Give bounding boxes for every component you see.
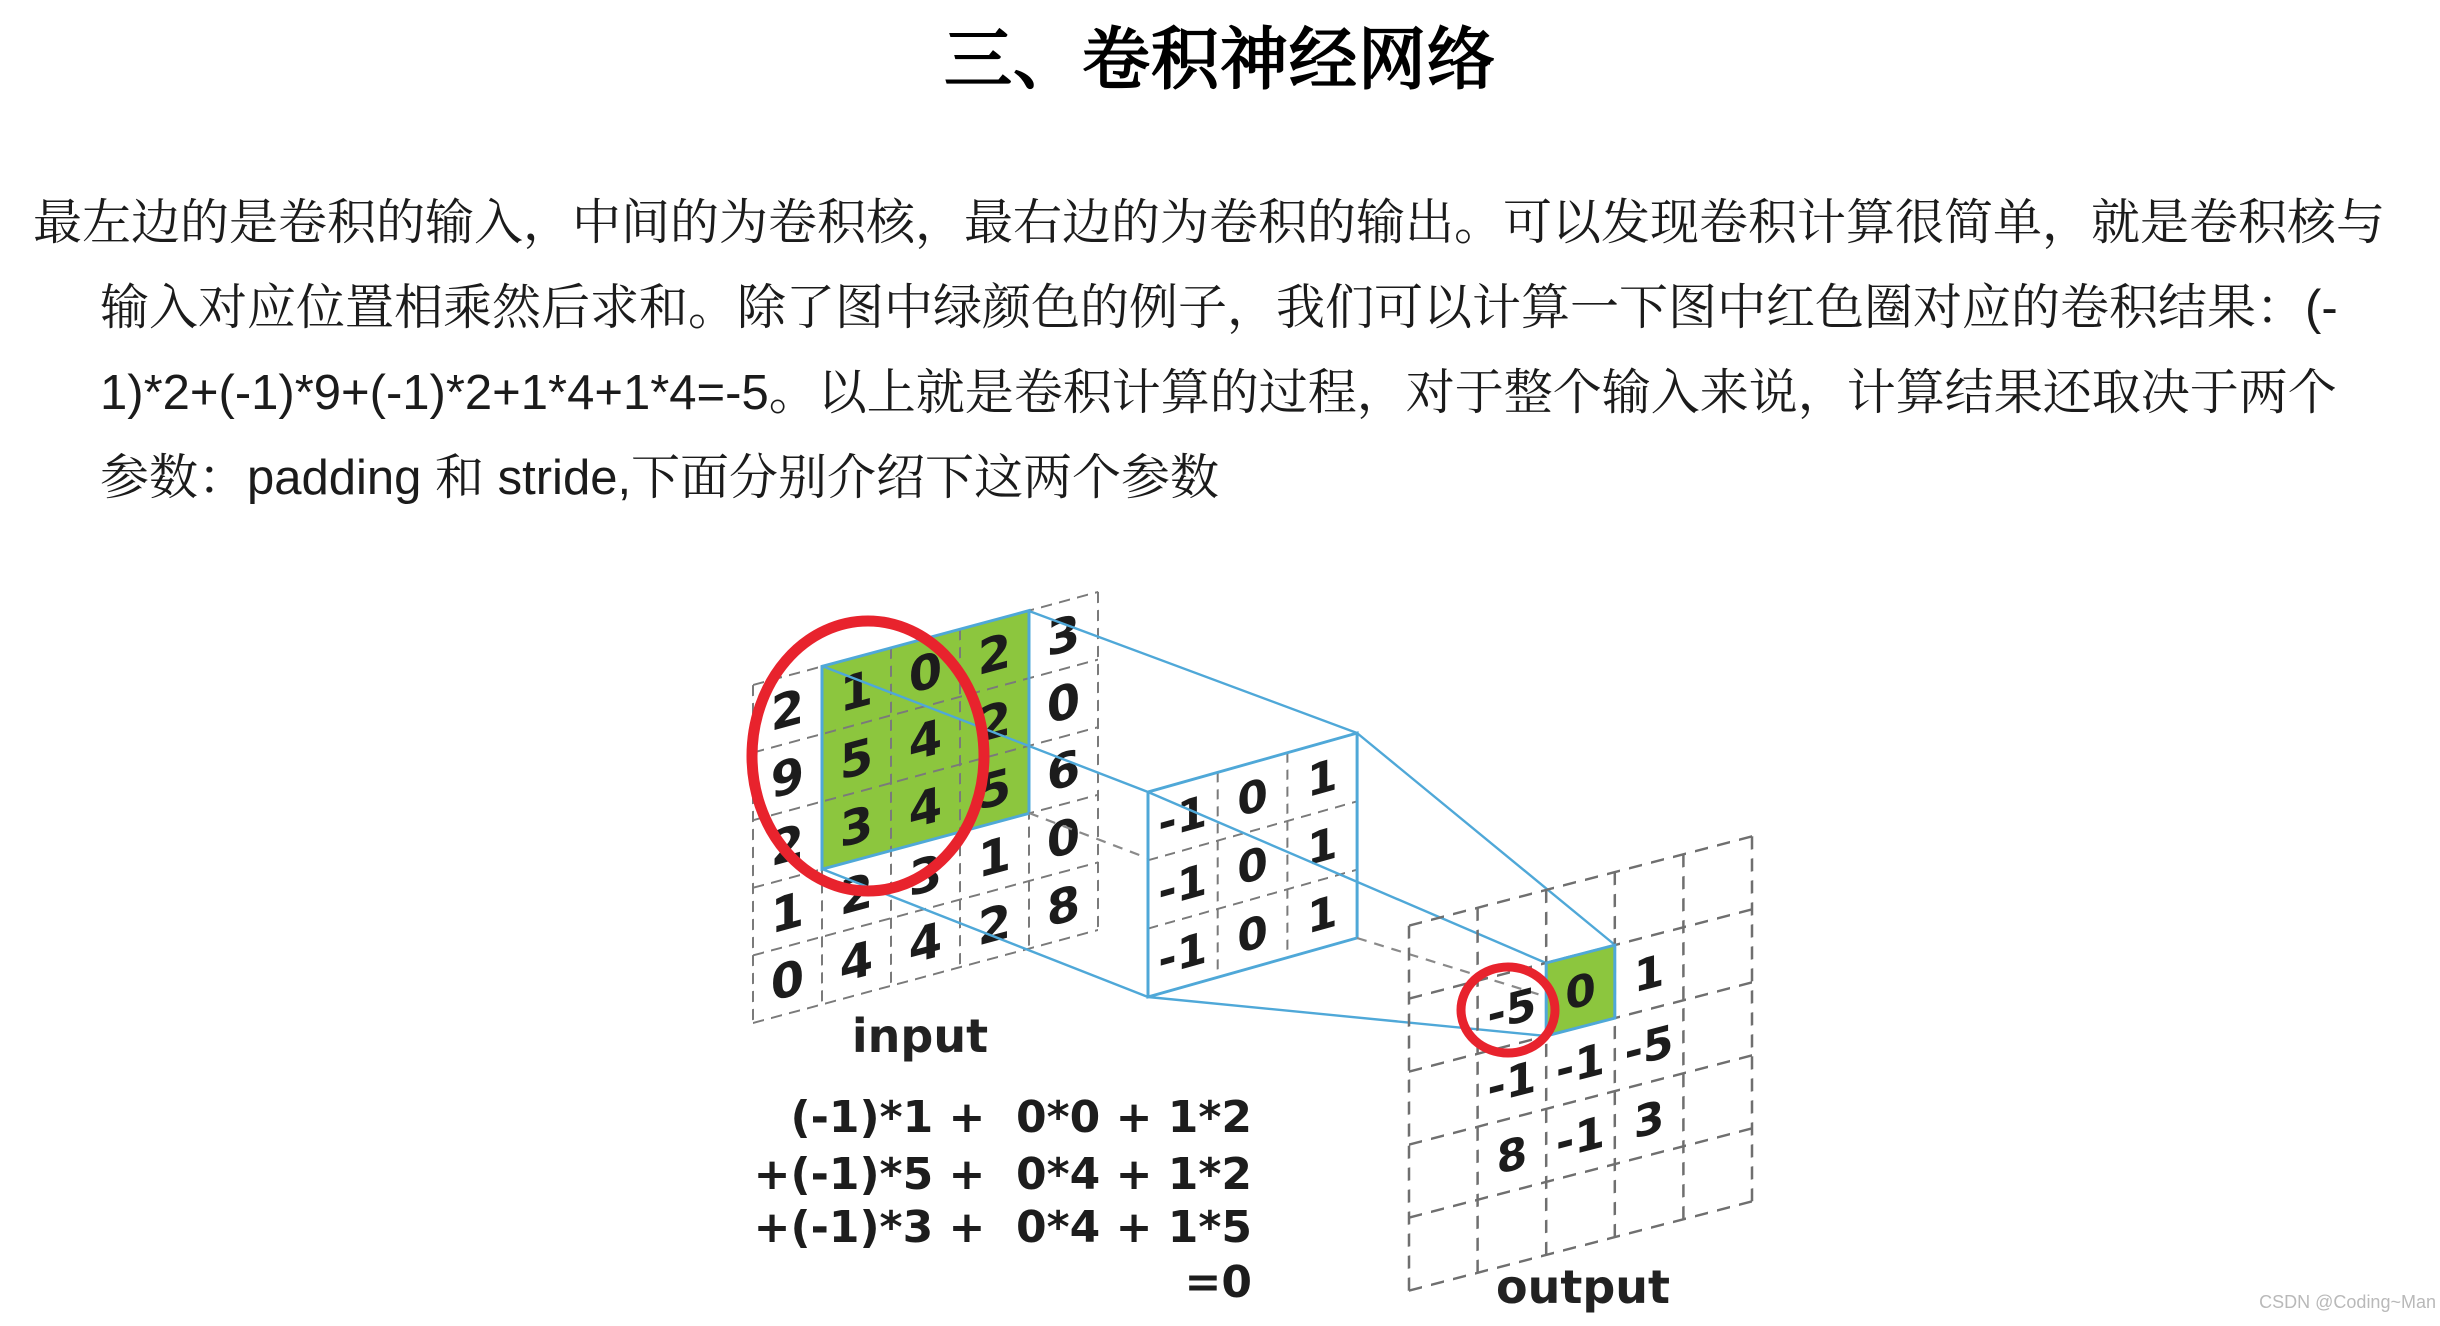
computation-line: +(-1)*5 + 0*4 + 1*2 xyxy=(753,1149,1252,1200)
output-label: output xyxy=(1495,1260,1671,1314)
svg-text:5: 5 xyxy=(839,726,874,792)
computation-text xyxy=(754,1092,1252,1308)
svg-text:1: 1 xyxy=(1306,747,1338,809)
svg-text:4: 4 xyxy=(839,929,874,995)
svg-text:-1: -1 xyxy=(1556,1104,1605,1170)
svg-text:2: 2 xyxy=(977,892,1012,958)
svg-text:0: 0 xyxy=(1237,903,1268,965)
svg-text:0: 0 xyxy=(1565,961,1596,1022)
svg-text:1: 1 xyxy=(977,824,1012,890)
svg-text:-5: -5 xyxy=(1487,976,1537,1042)
svg-text:0: 0 xyxy=(1237,767,1268,828)
svg-text:-5: -5 xyxy=(1624,1014,1674,1079)
svg-text:1: 1 xyxy=(1306,884,1338,945)
input-grid xyxy=(753,592,1098,1023)
input-label: input xyxy=(851,1009,989,1063)
svg-text:2: 2 xyxy=(977,689,1012,755)
svg-text:0: 0 xyxy=(1046,806,1081,872)
svg-text:-1: -1 xyxy=(1158,784,1208,851)
svg-text:4: 4 xyxy=(908,708,943,774)
svg-text:1: 1 xyxy=(1633,943,1665,1004)
svg-text:5: 5 xyxy=(977,757,1012,823)
svg-text:1: 1 xyxy=(770,880,805,946)
svg-text:8: 8 xyxy=(1496,1125,1528,1186)
watermark: CSDN @Coding~Man xyxy=(2259,1292,2436,1312)
paragraph-line: 参数：padding 和 stride,下面分别介绍下这两个参数 xyxy=(100,451,1220,505)
svg-text:3: 3 xyxy=(908,843,943,909)
svg-text:3: 3 xyxy=(839,794,874,860)
svg-text:1: 1 xyxy=(839,659,874,725)
output-grid xyxy=(1409,836,1752,1290)
svg-text:-1: -1 xyxy=(1556,1031,1605,1097)
svg-text:6: 6 xyxy=(1046,738,1081,804)
page-title: 三、卷积神经网络 xyxy=(943,22,1496,98)
computation-line: =0 xyxy=(1184,1257,1252,1308)
svg-text:2: 2 xyxy=(977,621,1012,687)
convolution-diagram-figure xyxy=(700,560,1860,1326)
svg-text:3: 3 xyxy=(1046,603,1081,669)
svg-text:0: 0 xyxy=(1237,835,1268,897)
paragraph-line: 1)*2+(-1)*9+(-1)*2+1*4+1*4=-5。以上就是卷积计算的过程，对于整个输入来说，计算结果还取决于两个 xyxy=(100,366,2337,420)
svg-text:2: 2 xyxy=(839,861,874,927)
svg-text:9: 9 xyxy=(770,745,805,811)
svg-text:4: 4 xyxy=(908,775,943,841)
paragraph-line: 最左边的是卷积的输入，中间的为卷积核，最右边的为卷积的输出。可以发现卷积计算很简单，就是卷积核与 xyxy=(33,196,2386,250)
paragraph-line: 输入对应位置相乘然后求和。除了图中绿颜色的例子，我们可以计算一下图中红色圈对应的卷积结果：(- xyxy=(100,281,2338,335)
output-grid-values xyxy=(1487,941,1673,1188)
svg-text:-1: -1 xyxy=(1158,852,1208,919)
svg-text:4: 4 xyxy=(908,910,943,976)
svg-text:2: 2 xyxy=(770,677,805,743)
svg-text:3: 3 xyxy=(1633,1089,1665,1150)
svg-text:0: 0 xyxy=(908,640,943,706)
computation-line: (-1)*1 + 0*0 + 1*2 xyxy=(790,1092,1252,1143)
computation-line: +(-1)*3 + 0*4 + 1*5 xyxy=(753,1202,1252,1253)
svg-text:-1: -1 xyxy=(1158,920,1208,987)
svg-text:-1: -1 xyxy=(1487,1049,1537,1115)
kernel-grid xyxy=(1148,733,1357,997)
svg-text:2: 2 xyxy=(770,812,805,878)
svg-text:0: 0 xyxy=(1046,670,1081,736)
svg-text:1: 1 xyxy=(1306,815,1338,877)
svg-text:8: 8 xyxy=(1046,873,1081,939)
svg-text:0: 0 xyxy=(770,948,805,1014)
